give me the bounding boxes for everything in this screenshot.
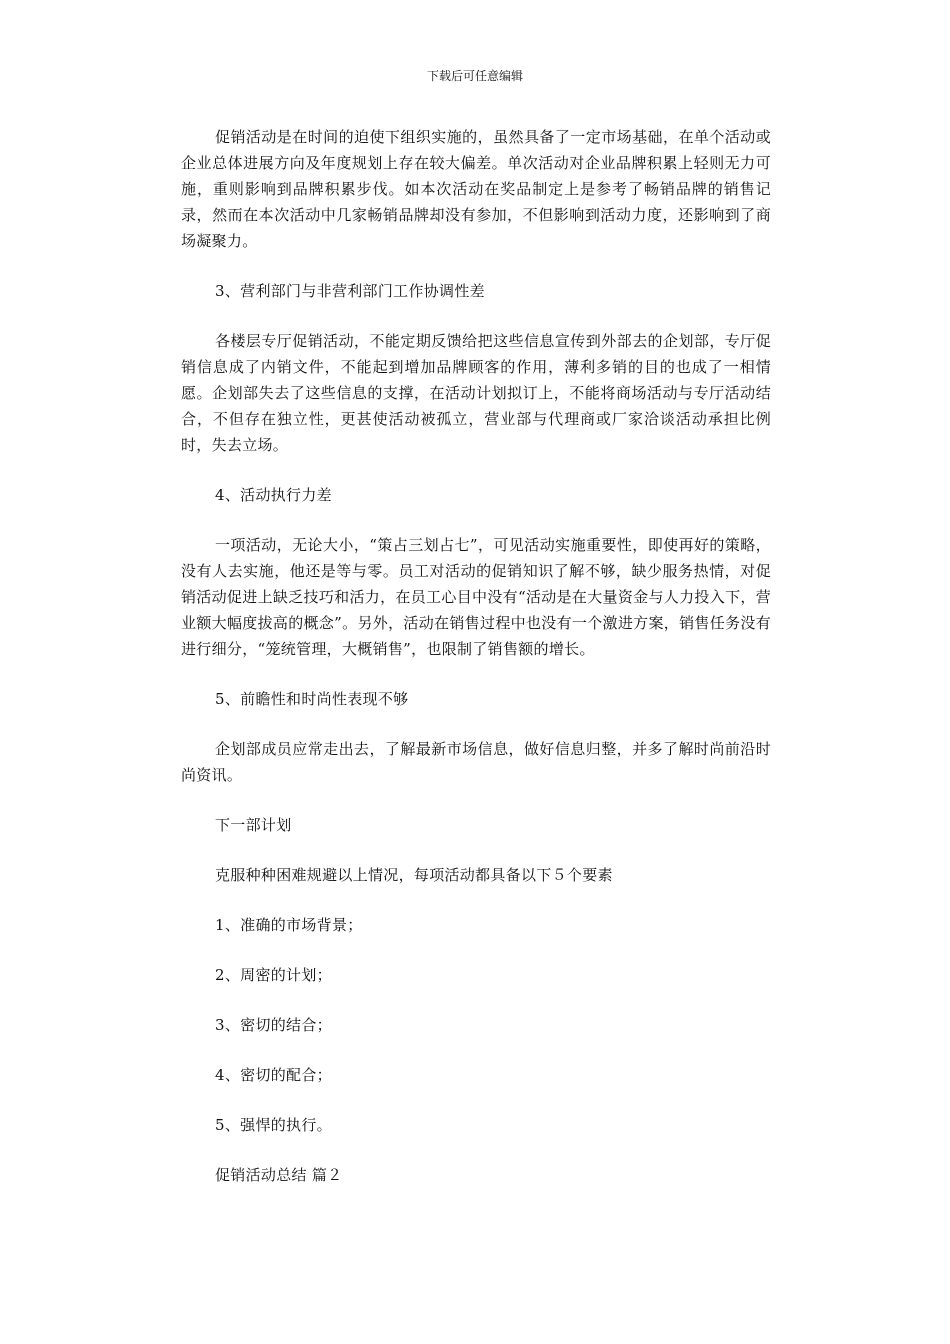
list-item: 2、周密的计划； xyxy=(215,966,332,984)
document-body xyxy=(181,124,771,1188)
plan-intro: 克服种种困难规避以上情况，每项活动都具备以下５个要素 xyxy=(215,866,613,884)
paragraph-4: 企划部成员应常走出去，了解最新市场信息，做好信息归整，并多了解时尚前沿时尚资讯。 xyxy=(181,740,771,784)
paragraph-2: 各楼层专厅促销活动，不能定期反馈给把这些信息宣传到外部去的企划部，专厅促销信息成了内销文件，不能起到增加品牌顾客的作用，薄利多销的目的也成了一相情愿。企划部失去了这些信息的支撑，在活动计划拟订上，不能将商场活动与专厅活动结合，不但存在独立性，更甚使活动被孤立，营业部与代理商或厂家洽谈活动承担比例时，失去立场。 xyxy=(181,332,771,454)
heading-4: 4、活动执行力差 xyxy=(215,486,332,504)
list-item: 5、强悍的执行。 xyxy=(215,1116,332,1134)
paragraph-1: 促销活动是在时间的迫使下组织实施的，虽然具备了一定市场基础，在单个活动或企业总体进展方向及年度规划上存在较大偏差。单次活动对企业品牌积累上轻则无力可施，重则影响到品牌积累步伐。如本次活动在奖品制定上是参考了畅销品牌的销售记录，然而在本次活动中几家畅销品牌却没有参加，不但影响到活动力度，还影响到了商场凝聚力。 xyxy=(181,128,771,250)
list-item: 1、准确的市场背景； xyxy=(215,916,363,934)
section-title: 促销活动总结 篇２ xyxy=(215,1166,343,1184)
list-item: 4、密切的配合； xyxy=(215,1066,332,1084)
page-header: 下载后可任意编辑 xyxy=(426,69,523,83)
heading-3: 3、营利部门与非营利部门工作协调性差 xyxy=(215,282,485,300)
heading-5: 5、前瞻性和时尚性表现不够 xyxy=(215,690,409,708)
list-item: 3、密切的结合； xyxy=(215,1016,332,1034)
paragraph-3: 一项活动，无论大小，“策占三划占七”，可见活动实施重要性，即使再好的策略，没有人去实施，他还是等与零。员工对活动的促销知识了解不够，缺少服务热情，对促销活动促进上缺乏技巧和活力，在员工心目中没有“活动是在大量资金与人力投入下，营业额大幅度拔高的概念”。另外，活动在销售过程中也没有一个激进方案，销售任务没有进行细分，“笼统管理，大概销售”，也限制了销售额的增长。 xyxy=(181,536,771,658)
next-plan-heading: 下一部计划 xyxy=(215,816,292,834)
